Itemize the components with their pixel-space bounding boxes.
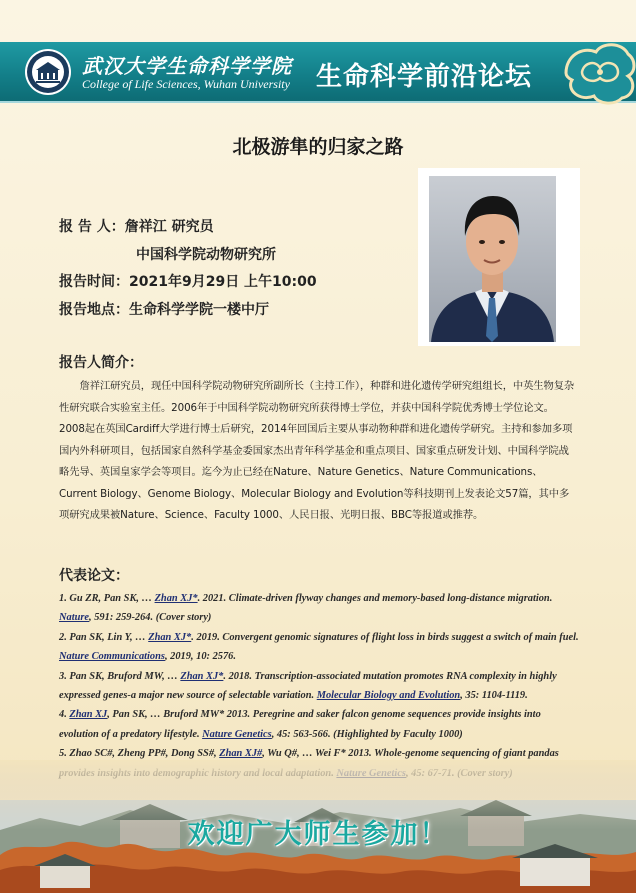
forum-title: 生命科学前沿论坛 — [316, 62, 533, 92]
bio-text: 詹祥江研究员，现任中国科学院动物研究所副所长（主持工作），种群和进化遗传学研究组组长，中英生物复杂性研究联合实验室主任。2006年于中国科学院动物研究所获得博士学位，并获中国科学院优秀博士学位论文。2008起在英国Cardiff大学进行博士后研究，2014年回国后主要从事动物种群和进化遗传学研究。主持和参加多项国内外科研项目，包括国家自然科学基金委国家杰出青年科学基金和重点项目、国家重点研发计划、中国科学院战略先导、英国皇家学会等项目。迄今为止已经在Nature、Nature Genetics、Nature Communications、Current Biology、Genome Biology、Molecular Biology and Evolution等科技期刊上发表论文57篇，其中多项研究成果被Nature、Science、Faculty 1000、人民日报、光明日报、BBC等报道或推荐。 — [59, 380, 575, 521]
highlighted-author: Zhan XJ* — [154, 593, 198, 604]
highlighted-author: Zhan XJ# — [219, 748, 263, 760]
cloud-ornament-icon — [562, 38, 636, 108]
affiliation-row — [136, 244, 276, 264]
publication-item: 5. Zhao SC#, Zheng PP#, Dong SS#, Zhan XJ#, Wu Q#, … Wei F* 2013. Whole-genome sequencing of giant pandas — [59, 744, 583, 783]
journal-name: Nature Genetics — [202, 728, 272, 740]
talk-time: 2021年9月29日 上午10:00 — [129, 274, 317, 290]
university-name-cn: 武汉大学生命科学学院 — [82, 54, 292, 78]
highlighted-author: Zhan XJ* — [180, 670, 224, 682]
speaker-label: 报 告 人： — [59, 219, 125, 235]
journal-name: Molecular Biology and Evolution — [316, 690, 461, 702]
speaker-name: 詹祥江 研究员 — [124, 219, 214, 235]
publication-list — [59, 589, 583, 783]
speaker-affiliation: 中国科学院动物研究所 — [136, 247, 276, 263]
publication-item: 2. Pan SK, Lin Y, … Zhan XJ*. 2019. Convergent genomic signatures of flight loss in birds suggest a switch of main fuel. Nature Communications, 2019, 10: 2576. — [59, 631, 579, 663]
highlighted-author: Zhan XJ* — [148, 631, 192, 643]
bio-heading: 报告人简介： — [59, 355, 143, 371]
talk-place: 生命科学学院一楼中厅 — [129, 302, 269, 318]
publication-item: 4. Zhan XJ, Pan SK, … Bruford MW* 2013. Peregrine and saker falcon genome sequences provide insights into evolution of a predatory lifestyle. Nature Genetics, 45: 563-566. (Highlighted by Faculty 1000) — [59, 709, 541, 740]
header-divider — [0, 101, 636, 103]
university-name-en: College of Life Sciences, Wuhan University — [82, 77, 290, 91]
journal-name: Nature Communications — [59, 651, 165, 663]
speaker-photo — [429, 176, 556, 342]
publication-item: 1. Gu ZR, Pan SK, … Zhan XJ*. 2021. Climate-driven flyway changes and memory-based long-distance migration. Nature, 591: 259-264. (Cover story) — [59, 593, 553, 624]
highlighted-author: Zhan XJ — [69, 709, 108, 721]
university-logo-icon — [24, 48, 72, 96]
place-label: 报告地点： — [59, 302, 129, 318]
talk-title: 北极游隼的归家之路 — [232, 136, 404, 158]
time-row — [59, 271, 317, 291]
time-label: 报告时间： — [59, 274, 129, 290]
journal-name: Nature — [59, 612, 90, 624]
welcome-banner: 欢迎广大师生参加！ — [187, 819, 449, 850]
speaker-row — [59, 216, 214, 236]
place-row — [59, 299, 269, 319]
publication-item: 3. Pan SK, Bruford MW, … Zhan XJ*. 2018. Transcription-associated mutation promotes RNA complexity in highly expressed genes-a major new source of selectable variation. Molecular Biology and Evolution, 35: 1104-1119. — [59, 670, 557, 702]
publications-heading: 代表论文： — [59, 568, 129, 584]
